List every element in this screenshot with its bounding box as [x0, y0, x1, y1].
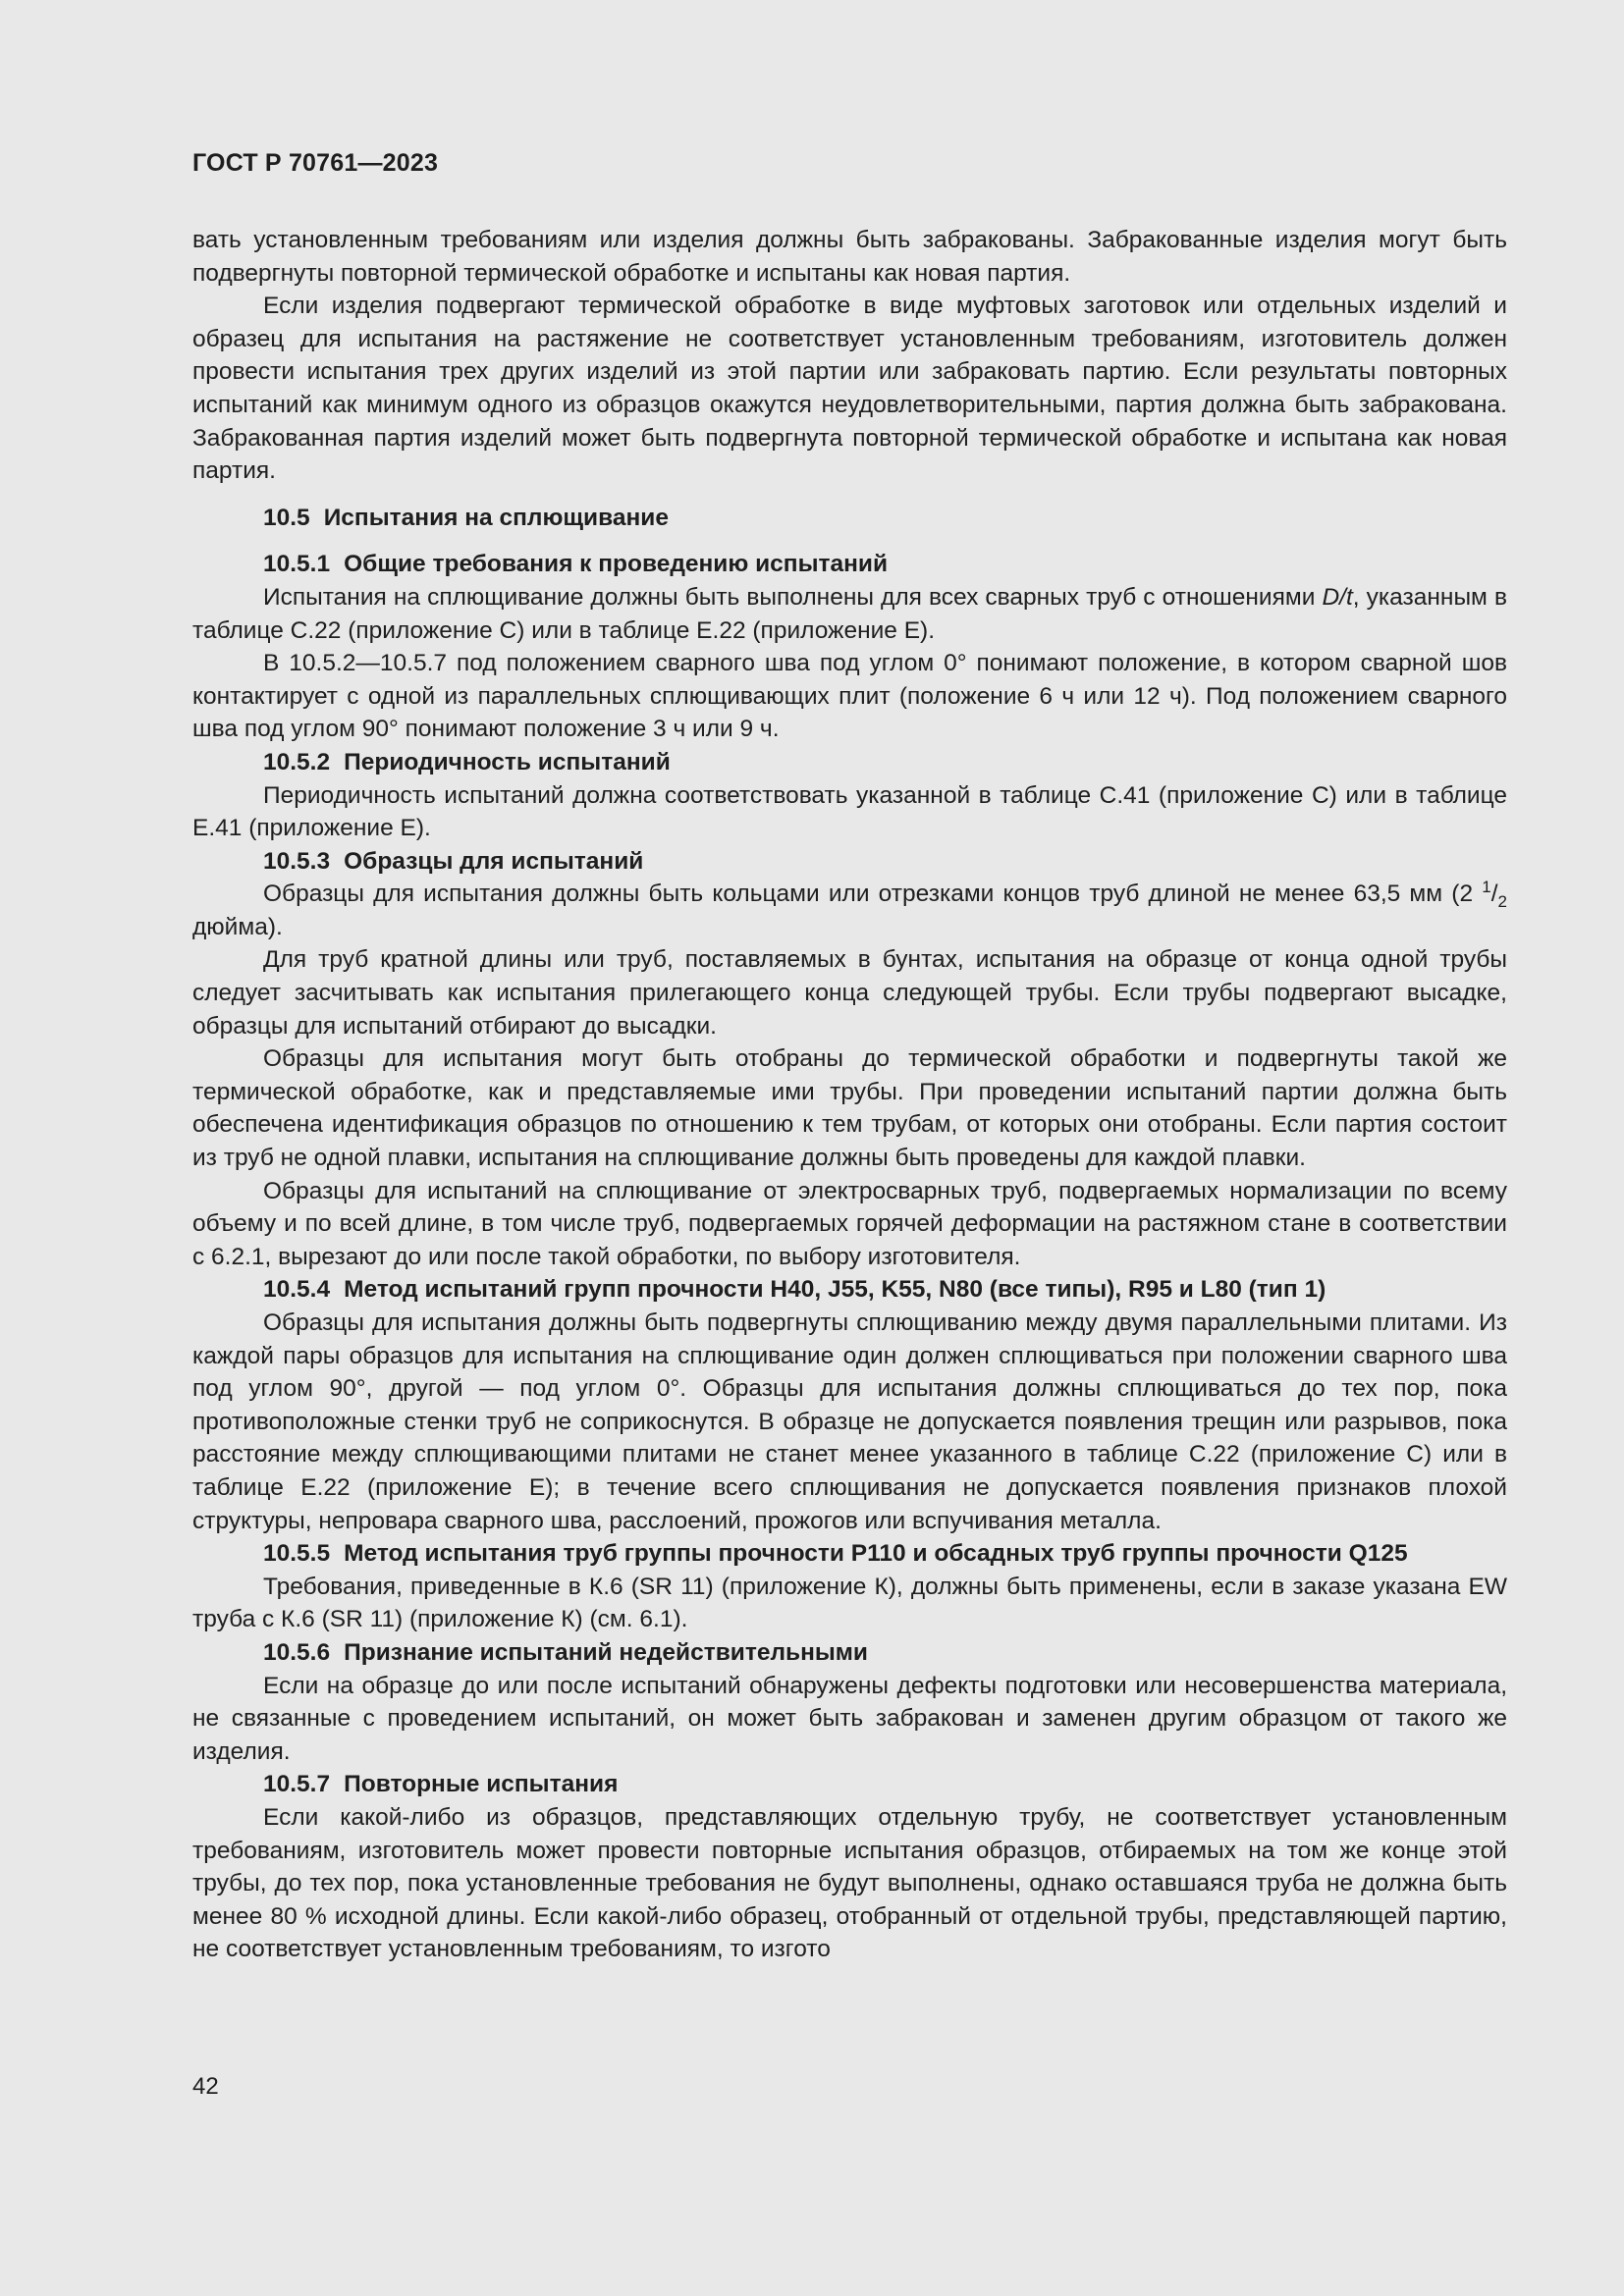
section-number: 10.5.7 [263, 1771, 331, 1798]
page-number: 42 [192, 2073, 219, 2100]
section-number: 10.5.2 [263, 748, 331, 775]
paragraph-continuation: вать установленным требованиям или изделия должны быть забракованы. Забракованные изделия могут быть подвергнуты повторной термической обработке и испытаны как новая партия. [192, 227, 1507, 287]
section-title: Образцы для испытаний [344, 847, 644, 875]
section-heading-10-5-6 [192, 1636, 1507, 1670]
document-body [192, 224, 1507, 1966]
section-title: Испытания на сплющивание [323, 504, 669, 531]
section-heading-10-5 [192, 502, 1507, 535]
ratio-variable: D/t [1322, 583, 1353, 611]
paragraph-10-5-1-b: В 10.5.2—10.5.7 под положением сварного шва под углом 0° понимают положение, в котором сварной шов контактирует с одной из параллельных сплющивающих плит (положение 6 ч или 12 ч). Под положением сварного шва под углом 90° понимают положение 3 ч или 9 ч. [192, 650, 1507, 743]
section-title: Повторные испытания [344, 1771, 619, 1798]
fraction-slash: / [1490, 881, 1498, 908]
paragraph-10-5-4: Образцы для испытания должны быть подвергнуты сплющиванию между двумя параллельными плитами. Из каждой пары образцов для испытания на сплющивание один должен сплющиваться при положении сварного шва под углом 90°, другой — под углом 0°. Образцы для испытания должны сплющиваться до тех пор, пока противоположные стенки труб не соприкоснутся. В образце не допускается появления трещин или разрывов, пока расстояние между сплющивающими плитами не станет менее указанного в таблице С.22 (приложение С) или в таблице Е.22 (приложение Е); в течение всего сплющивания не допускается появления признаков плохой структуры, непровара сварного шва, расслоений, прожогов или вспучивания металла. [192, 1309, 1507, 1534]
fraction-denominator: 2 [1497, 892, 1507, 912]
section-title: Периодичность испытаний [344, 748, 671, 775]
section-heading-10-5-3 [192, 845, 1507, 879]
document-header: ГОСТ Р 70761—2023 [192, 149, 439, 177]
section-heading-10-5-7 [192, 1768, 1507, 1801]
section-title: Признание испытаний недействительными [344, 1638, 868, 1666]
section-title: Метод испытания труб группы прочности Р110 и обсадных труб группы прочности Q125 [344, 1540, 1408, 1568]
section-number: 10.5.4 [263, 1276, 331, 1304]
paragraph-10-5-1-a: Испытания на сплющивание должны быть выполнены для всех сварных труб с отношениями D/t, указанным в таблице С.22 (приложение С) или в таблице Е.22 (приложение Е). [192, 583, 1507, 644]
section-heading-10-5-1 [192, 548, 1507, 581]
paragraph-10-5-3-a: Образцы для испытания должны быть кольцами или отрезками концов труб длиной не менее 63,5 мм (2 $^1/_2$ дюйма). [192, 878, 1507, 940]
fraction-numerator: 1 [1482, 878, 1491, 897]
paragraph-10-5-3-b: Для труб кратной длины или труб, поставляемых в бунтах, испытания на образце от конца одной трубы следует засчитывать как испытания прилегающего конца следующей трубы. Если трубы подвергают высадке, образцы для испытаний отбирают до высадки. [192, 946, 1507, 1040]
section-title: Метод испытаний групп прочности Н40, J55, K55, N80 (все типы), R95 и L80 (тип 1) [344, 1276, 1326, 1304]
paragraph-10-5-5: Требования, приведенные в К.6 (SR 11) (приложение К), должны быть применены, если в заказе указана EW труба с К.6 (SR 11) (приложение К) (см. 6.1). [192, 1573, 1507, 1633]
paragraph-10-5-3-c: Образцы для испытания могут быть отобраны до термической обработки и подвергнуты такой же термической обработке, как и представляемые ими трубы. При проведении испытаний партии должна быть обеспечена идентификация образцов по отношению к тем трубам, от которых они отобраны. Если партия состоит из труб не одной плавки, испытания на сплющивание должны быть проведены для каждой плавки. [192, 1045, 1507, 1172]
paragraph-10-5-3-d: Образцы для испытаний на сплющивание от электросварных труб, подвергаемых нормализации по всему объему и по всей длине, в том числе труб, подвергаемых горячей деформации на растяжном стане в соответствии с 6.2.1, вырезают до или после такой обработки, по выбору изготовителя. [192, 1177, 1507, 1270]
paragraph-10-5-2: Периодичность испытаний должна соответствовать указанной в таблице С.41 (приложение С) или в таблице Е.41 (приложение Е). [192, 781, 1507, 842]
section-number: 10.5.1 [263, 551, 331, 578]
paragraph-reheat-treatment: Если изделия подвергают термической обработке в виде муфтовых заготовок или отдельных изделий и образец для испытания на растяжение не соответствует установленным требованиям, изготовитель должен провести испытания трех других изделий из этой партии или забраковать партию. Если результаты повторных испытаний как минимум одного из образцов окажутся неудовлетворительными, партия должна быть забракована. Забракованная партия изделий может быть подвергнута повторной термической обработке и испытана как новая партия. [192, 293, 1507, 485]
section-heading-10-5-5 [192, 1537, 1507, 1571]
paragraph-10-5-6: Если на образце до или после испытаний обнаружены дефекты подготовки или несовершенства материала, не связанные с проведением испытаний, он может быть забракован и заменен другим образцом от такого же изделия. [192, 1672, 1507, 1765]
section-heading-10-5-2 [192, 746, 1507, 779]
paragraph-10-5-7: Если какой-либо из образцов, представляющих отдельную трубу, не соответствует установленным требованиям, изготовитель может провести повторные испытания образцов, отбираемых на том же конце этой трубы, до тех пор, пока установленные требования не будут выполнены, однако оставшаяся труба не должна быть менее 80 % исходной длины. Если какой-либо образец, отобранный от отдельной трубы, представляющей партию, не соответствует установленным требованиям, то изгото [192, 1803, 1507, 1963]
section-number: 10.5.3 [263, 847, 331, 875]
section-number: 10.5 [263, 504, 310, 531]
section-heading-10-5-4 [192, 1273, 1507, 1307]
section-number: 10.5.6 [263, 1638, 331, 1666]
section-title: Общие требования к проведению испытаний [344, 551, 889, 578]
section-number: 10.5.5 [263, 1540, 331, 1568]
